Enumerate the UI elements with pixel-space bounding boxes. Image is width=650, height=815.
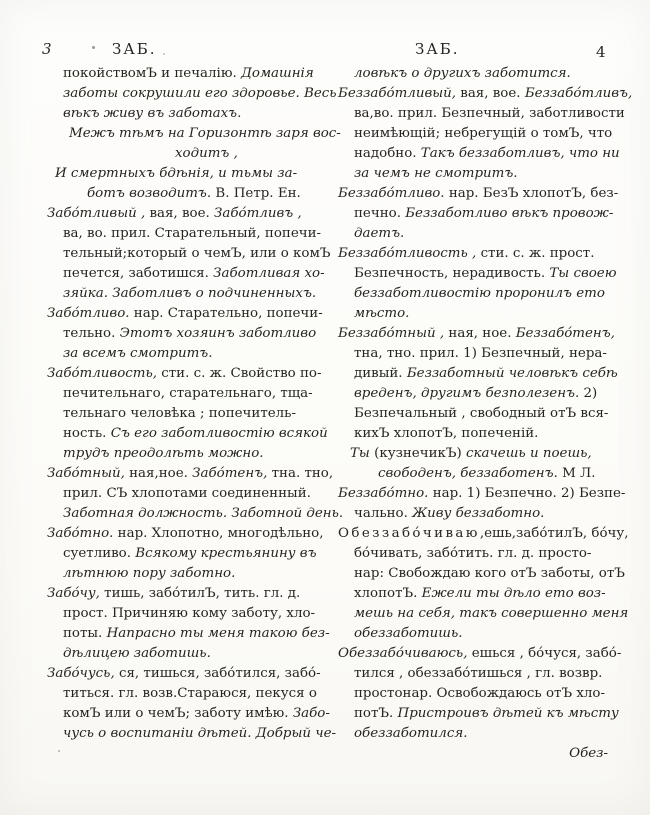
text-line [47, 644, 335, 664]
text-line [338, 684, 630, 704]
text-run: Забо- [292, 706, 330, 721]
text-run: печительнаго, старательнаго, тща- [63, 386, 313, 401]
text-run: тельно. [63, 326, 120, 341]
text-line [338, 264, 630, 284]
page-number-right: 4 [596, 43, 606, 61]
text-line [338, 324, 630, 344]
text-run: Безпечность, нерадивость. [354, 266, 550, 281]
text-run: вѣкъ живу въ заботахъ. [63, 106, 242, 121]
text-run: обеззаботишь. [354, 626, 463, 641]
text-line [338, 504, 630, 524]
text-line [47, 244, 335, 264]
text-line [47, 464, 335, 484]
text-run: Живу беззаботно. [412, 506, 545, 521]
text-run: тна, тно. прил. 1) Безпечный, нера- [354, 346, 607, 361]
text-run: тился , обеззабо́тишься , гл. возвр. [354, 666, 603, 681]
text-line [338, 444, 630, 464]
text-line [47, 164, 335, 184]
text-run: Забо́чу, [47, 586, 105, 601]
scan-speck [58, 750, 60, 752]
text-run: Такъ беззаботливъ, что ни [420, 146, 620, 161]
text-run: ловѣкъ о другихъ заботится. [354, 66, 571, 81]
running-title-right: ЗАБ. [415, 40, 460, 58]
text-column-left [47, 64, 344, 744]
text-run: поты. [63, 626, 107, 641]
text-run: Беззаботливо вѣкъ провож- [405, 206, 614, 221]
text-run: М Л. [562, 466, 596, 481]
text-line [47, 204, 335, 224]
text-run: тельный;который о чемЪ, или о комЪ [63, 246, 331, 261]
text-line [47, 344, 335, 364]
text-run: печется, заботишся. [63, 266, 214, 281]
text-line [47, 224, 335, 244]
text-line [338, 544, 630, 564]
text-run: Беззабо́тный , [338, 326, 449, 341]
text-run: Безпечальный , свободный отЪ вся- [354, 406, 609, 421]
text-run: даетъ. [354, 226, 405, 241]
text-line [338, 624, 630, 644]
text-run: Забо́тливъ , [214, 206, 302, 221]
text-run: ва,во. прил. Безпечный, заботливости [354, 106, 625, 121]
text-line [338, 124, 630, 144]
text-run: Беззабо́тливъ, [524, 86, 633, 101]
text-run: 2) [583, 386, 598, 401]
text-line [338, 464, 630, 484]
text-run: ность. [63, 426, 111, 441]
text-run: печно. [354, 206, 406, 221]
text-run: ,ешь,забо́тилЪ, бо́чу, [479, 526, 629, 541]
text-run: чально. [354, 506, 413, 521]
text-line [47, 584, 335, 604]
text-line [47, 284, 335, 304]
text-run: Обеззабо́чиваю [338, 526, 480, 541]
text-run: зяйка. Заботливъ о подчиненныхъ. [63, 286, 317, 301]
text-line [47, 404, 335, 424]
text-line [47, 144, 335, 164]
text-run: кихЪ хлопотЪ, попеченій. [354, 426, 539, 441]
text-line [47, 664, 335, 684]
text-run: Заботливая хо- [213, 266, 325, 281]
text-run: дѣлицею заботишь. [63, 646, 211, 661]
text-run: Забо́тливо. [47, 306, 134, 321]
text-line [47, 704, 335, 724]
text-run: В. Петр. Ен. [215, 186, 301, 201]
text-run: обеззаботился. [354, 726, 468, 741]
text-run: Домашнія [241, 66, 314, 81]
text-run: трудъ преодолѣть можно. [63, 446, 264, 461]
text-run: хлопотЪ. [354, 586, 422, 601]
text-run: ходитъ , [175, 146, 238, 161]
text-line [338, 164, 630, 184]
text-run: беззаботливостію проронилъ ето [354, 286, 605, 301]
text-run: нар: Свобождаю кого отЪ заботы, отЪ [354, 566, 625, 581]
text-line [338, 744, 630, 764]
text-line [47, 184, 335, 204]
text-line [338, 64, 630, 84]
text-run: тна. тно, [271, 466, 334, 481]
text-run: Беззабо́тливый, [338, 86, 461, 101]
text-run: надобно. [354, 146, 421, 161]
text-run: Ты [350, 446, 375, 461]
text-line [338, 524, 630, 544]
text-run: Забо́тенъ, [192, 466, 272, 481]
text-run: Забо́тливый , [47, 206, 150, 221]
text-run: тельнаго человѣка ; попечитель- [63, 406, 296, 421]
text-run: Беззабо́тливость , [338, 246, 481, 261]
text-run: Обез- [569, 746, 608, 761]
text-run: неимѣющій; небрегущій о томЪ, что [354, 126, 613, 141]
text-line [338, 644, 630, 664]
text-line [47, 484, 335, 504]
text-run: бо́чивать, забо́тить. гл. д. просто- [354, 546, 592, 561]
text-run: Забо́тно. [47, 526, 118, 541]
text-line [47, 504, 344, 524]
text-run: чусь о воспитаніи дѣтей. Добрый че- [63, 726, 337, 741]
text-line [47, 424, 335, 444]
text-run: покойствомЪ и печалію. [63, 66, 241, 81]
text-line [338, 364, 630, 384]
text-line [338, 184, 630, 204]
text-run: потЪ. [354, 706, 398, 721]
text-run: прост. Причиняю кому заботу, хло- [63, 606, 316, 621]
text-run: Забо́чусь, [47, 666, 119, 681]
text-run: Напрасно ты меня такою без- [106, 626, 330, 641]
text-run: Беззабо́тенъ, [515, 326, 615, 341]
text-run: сти. с. ж. Свойство по- [161, 366, 322, 381]
text-run: Забо́тливость, [47, 366, 162, 381]
text-run: Беззабо́тливо. [338, 186, 449, 201]
running-title-left: ЗАБ. [112, 40, 157, 58]
text-run: мешь на себя, такъ совершенно меня [354, 606, 629, 621]
text-run: тишь, забо́тилЪ, тить. гл. д. [104, 586, 301, 601]
text-run: суетливо. [63, 546, 136, 561]
page-number-left: 3 [42, 40, 52, 58]
text-line [338, 144, 630, 164]
text-run: Съ его заботливостію всякой [110, 426, 328, 441]
text-run: ся, тишься, забо́тился, забо́- [118, 666, 321, 681]
text-run: Забо́тный, [47, 466, 130, 481]
text-run: мѣсто. [354, 306, 410, 321]
text-run: заботы сокрушили его здоровье. Весь [63, 86, 337, 101]
text-line [47, 444, 335, 464]
text-line [338, 584, 630, 604]
text-run: ная,ное. [129, 466, 193, 481]
text-run: за всемъ смотритъ. [63, 346, 213, 361]
text-run: дивый. [354, 366, 407, 381]
text-run: Обеззабо́чиваюсь, [338, 646, 472, 661]
text-run: И смертныхъ бдѣнія, и тьмы за- [55, 166, 298, 181]
text-run: Всякому крестьянину въ [135, 546, 317, 561]
text-line [338, 224, 630, 244]
text-line [47, 684, 335, 704]
text-line [338, 404, 630, 424]
scan-speck [163, 53, 165, 55]
text-run: вреденъ, другимъ безполезенъ. [354, 386, 584, 401]
text-run: (кузнечикЪ) [374, 446, 466, 461]
text-run: Ежели ты дѣло ето воз- [421, 586, 606, 601]
text-line [338, 104, 630, 124]
text-run: комЪ или о чемЪ; заботу имѣю. [63, 706, 293, 721]
text-run: Беззаботный человѣкъ себѣ [406, 366, 618, 381]
text-run: Беззабо́тно. [338, 486, 433, 501]
text-run: ва, во. прил. Старательный, попечи- [63, 226, 322, 241]
text-line [47, 264, 335, 284]
text-line [338, 344, 630, 364]
text-line [338, 284, 630, 304]
text-run: Пристроивъ дѣтей къ мѣсту [397, 706, 619, 721]
text-line [338, 604, 630, 624]
text-line [338, 384, 630, 404]
text-line [47, 724, 335, 744]
text-run: вая, вое. [460, 86, 525, 101]
text-run: нар. БезЪ хлопотЪ, без- [448, 186, 619, 201]
text-line [338, 704, 630, 724]
text-line [47, 324, 335, 344]
text-line [47, 364, 335, 384]
text-run: свободенъ, беззаботенъ. [378, 466, 563, 481]
text-run: титься. гл. возв.Стараюся, пекуся о [63, 686, 317, 701]
text-line [338, 204, 630, 224]
scan-speck [92, 46, 95, 49]
text-line [338, 304, 630, 324]
text-run: Заботная должность. Заботной день. [63, 506, 344, 521]
text-column-right [338, 64, 633, 764]
text-line [47, 104, 335, 124]
text-run: ешься , бо́чуся, забо́- [471, 646, 622, 661]
text-run: ботъ возводитъ. [87, 186, 216, 201]
text-line [338, 424, 630, 444]
text-line [47, 304, 335, 324]
text-run: скачешь и поешь, [466, 446, 592, 461]
text-run: Межъ тѣмъ на Горизонтѣ заря вос- [69, 126, 341, 141]
text-line [338, 84, 633, 104]
text-line [47, 544, 335, 564]
text-line [338, 564, 630, 584]
text-run: простонар. Освобождаюсь отЪ хло- [354, 686, 605, 701]
text-run: прил. СЪ хлопотами соединенный. [63, 486, 311, 501]
text-run: Этотъ хозяинъ заботливо [119, 326, 317, 341]
text-run: нар. Старательно, попечи- [133, 306, 323, 321]
text-run: нар. Хлопотно, многодѣльно, [117, 526, 324, 541]
text-line [47, 384, 335, 404]
text-line [338, 484, 630, 504]
text-run: вая, вое. [149, 206, 215, 221]
text-run: сти. с. ж. прост. [480, 246, 595, 261]
text-line [338, 244, 630, 264]
text-line [47, 524, 335, 544]
text-line [338, 664, 630, 684]
text-line [47, 564, 335, 584]
text-line [47, 84, 335, 104]
text-run: нар. 1) Безпечно. 2) Безпе- [432, 486, 626, 501]
text-run: за чемъ не смотритъ. [354, 166, 518, 181]
text-line [47, 124, 341, 144]
text-line [338, 724, 630, 744]
text-run: ная, ное. [448, 326, 516, 341]
text-run: Ты своею [549, 266, 617, 281]
text-line [47, 604, 335, 624]
text-run: лѣтнюю пору заботно. [63, 566, 236, 581]
text-line [47, 64, 335, 84]
text-line [47, 624, 335, 644]
